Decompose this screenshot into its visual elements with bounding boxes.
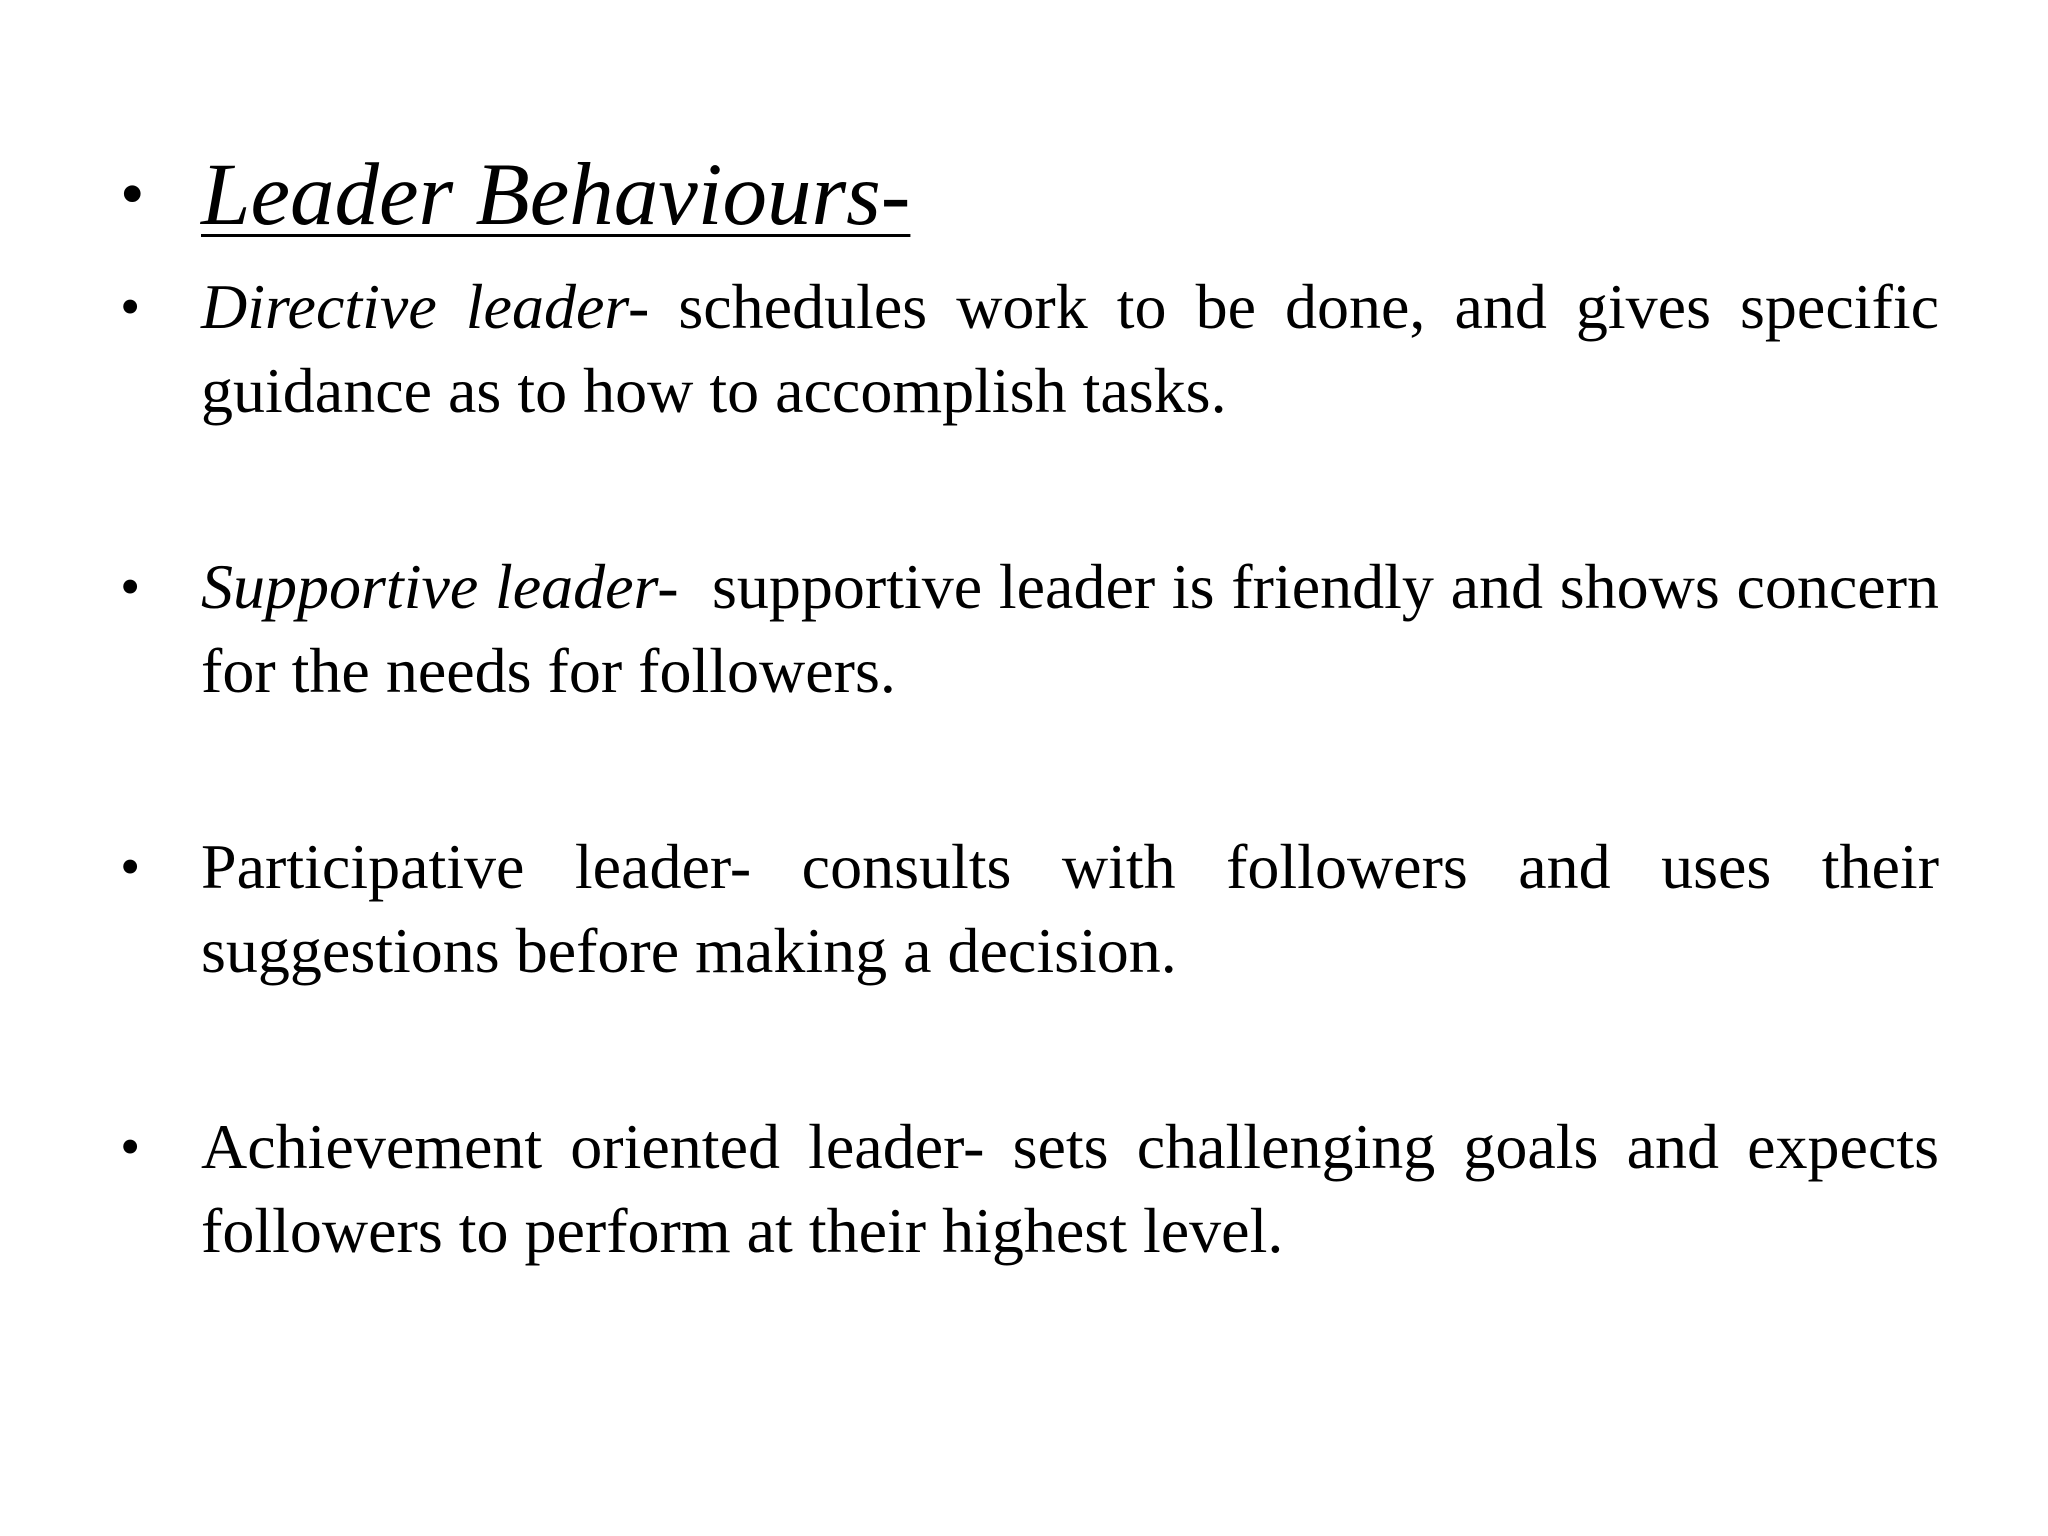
term-description: consults with followers and uses their suggestions before making a decision. <box>201 831 1940 986</box>
bullet-icon: • <box>120 1114 141 1179</box>
list-item-text <box>201 1105 1939 1273</box>
list-item-text <box>201 545 1939 713</box>
term-description: sets challenging goals and expects followers to perform at their highest level. <box>201 1111 1940 1266</box>
bullet-icon: • <box>120 554 141 619</box>
bullet-icon: • <box>120 834 141 899</box>
bullet-icon: • <box>120 156 145 233</box>
term-label: Participative leader <box>201 831 730 902</box>
term-label: Achievement oriented leader <box>201 1111 964 1182</box>
list-item-text <box>201 265 1939 433</box>
term-separator: - <box>729 831 802 902</box>
term-description: schedules work to be done, and gives specific guidance as to how to accomplish tasks. <box>201 271 1940 426</box>
term-description: supportive leader is friendly and shows concern for the needs for followers. <box>201 551 1940 706</box>
term-separator: - <box>963 1111 1013 1182</box>
term-separator: - <box>627 271 679 342</box>
bullet-icon: • <box>120 274 141 339</box>
list-item-text <box>201 825 1939 993</box>
term-label: Supportive leader <box>201 551 658 622</box>
term-label: Directive leader <box>201 271 628 342</box>
slide-title: Leader Behaviours- <box>201 146 911 244</box>
term-separator: - <box>657 551 712 622</box>
